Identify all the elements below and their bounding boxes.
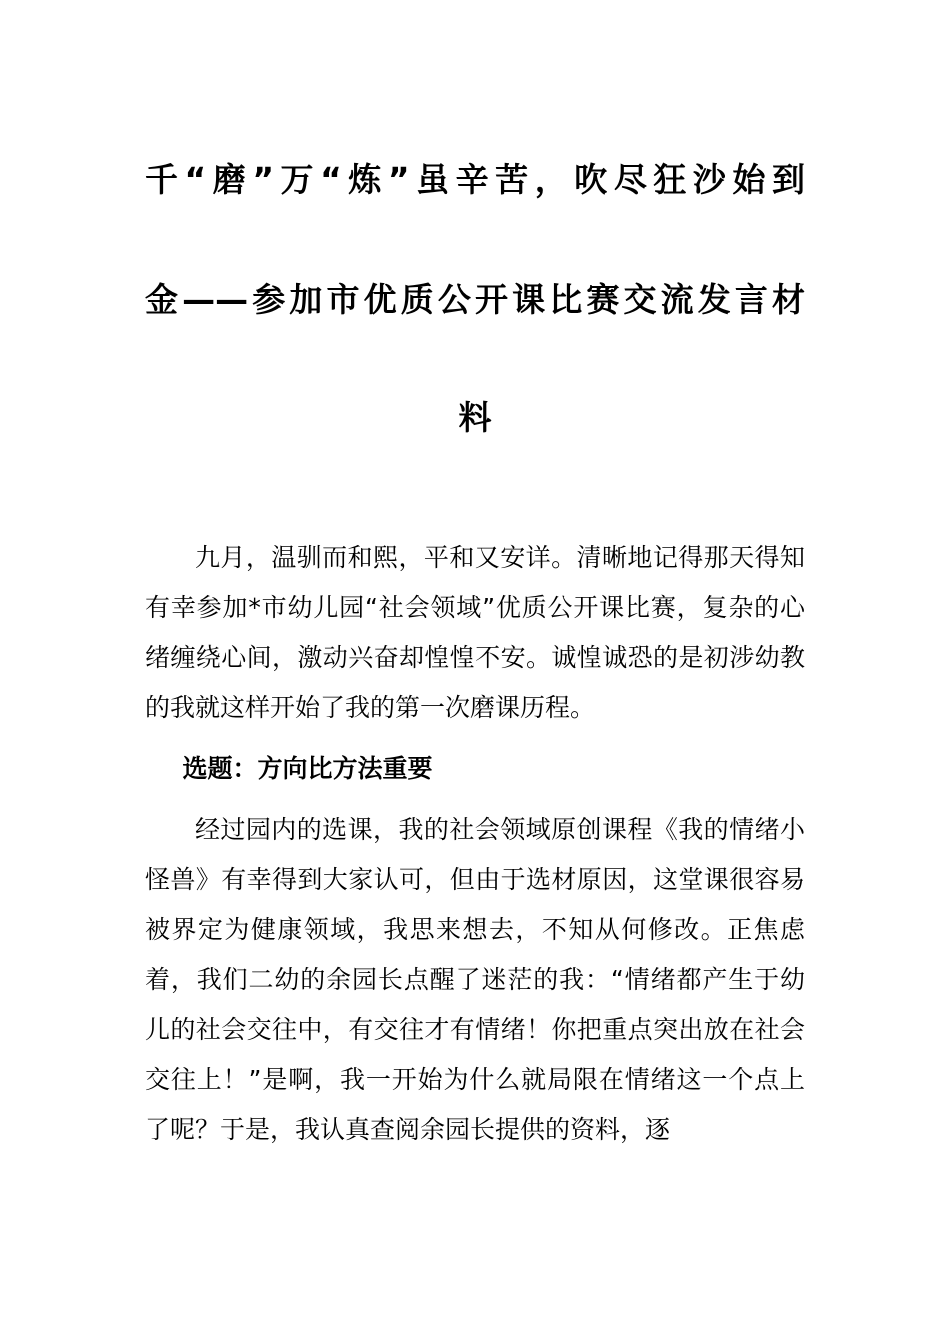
document-title-line-2: 金——参加市优质公开课比赛交流发言材 bbox=[145, 280, 805, 319]
paragraph-topic-selection-text: 经过园内的选课，我的社会领域原创课程《我的情绪小怪兽》有幸得到大家认可，但由于选材原因，这堂课很容易被界定为健康领域，我思来想去，不知从何修改。正焦虑着，我们二幼的余园长点醒了迷茫的我：“情绪都产生于幼儿的社会交往中，有交往才有情绪！你把重点突出放在社会交往上！”是啊，我一开始为什么就局限在情绪这一个点上了呢？于是，我认真查阅余园长提供的资料，逐 bbox=[145, 815, 805, 1144]
document-title-line-1: 千“磨”万“炼”虽辛苦，吹尽狂沙始到 bbox=[145, 160, 805, 199]
section-heading: 选题：方向比方法重要 bbox=[182, 754, 433, 783]
paragraph-topic-selection bbox=[145, 805, 805, 1155]
paragraph-intro bbox=[145, 533, 805, 733]
paragraph-intro-text: 九月，温驯而和熙，平和又安详。清晰地记得那天得知有幸参加*市幼儿园“社会领域”优质公开课比赛，复杂的心绪缠绕心间，激动兴奋却惶惶不安。诚惶诚恐的是初涉幼教的我就这样开始了我的第一次磨课历程。 bbox=[145, 543, 805, 722]
document-title-line-3: 料 bbox=[458, 398, 492, 437]
